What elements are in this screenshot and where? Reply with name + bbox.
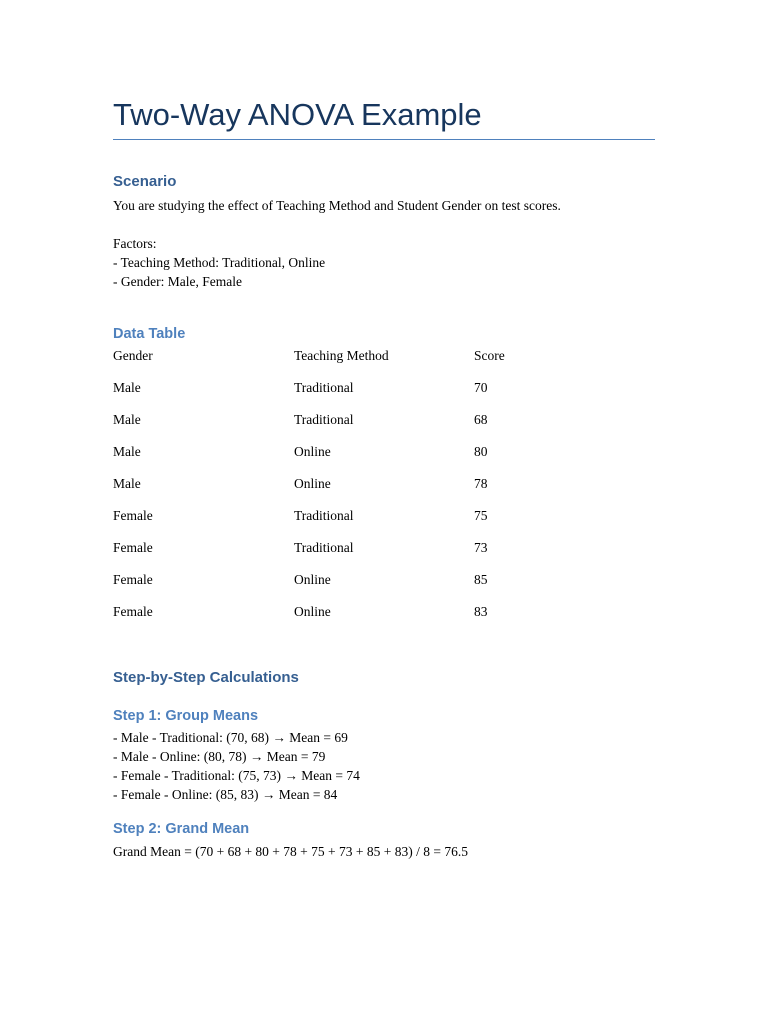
data-table (113, 346, 655, 634)
column-header-score: Score (474, 348, 505, 363)
scenario-heading: Scenario (113, 173, 177, 190)
group-means-block (113, 728, 360, 804)
factors-line: - Gender: Male, Female (113, 274, 242, 289)
table-row (113, 410, 655, 442)
grand-mean-text: Grand Mean = (70 + 68 + 80 + 78 + 75 + 73 + 85 + 83) / 8 = 76.5 (113, 844, 468, 859)
cell-teaching-method: Online (294, 572, 331, 587)
cell-teaching-method: Online (294, 444, 331, 459)
group-mean-line: - Male - Traditional: (70, 68) → Mean = 69 (113, 730, 348, 745)
data-table-heading: Data Table (113, 326, 186, 342)
factors-line: - Teaching Method: Traditional, Online (113, 255, 326, 270)
cell-gender: Female (113, 540, 153, 555)
scenario-description: You are studying the effect of Teaching Method and Student Gender on test scores. (113, 198, 561, 213)
cell-teaching-method: Traditional (294, 380, 354, 395)
title-underline (113, 139, 655, 140)
step1-heading: Step 1: Group Means (113, 708, 259, 724)
cell-teaching-method: Traditional (294, 412, 354, 427)
cell-score: 78 (474, 476, 488, 491)
cell-score: 83 (474, 604, 488, 619)
group-mean-line: - Male - Online: (80, 78) → Mean = 79 (113, 749, 326, 764)
cell-teaching-method: Traditional (294, 540, 354, 555)
column-header-gender: Gender (113, 348, 153, 363)
group-mean-line: - Female - Traditional: (75, 73) → Mean = 74 (113, 768, 360, 783)
table-row (113, 602, 655, 634)
step2-heading: Step 2: Grand Mean (113, 821, 250, 837)
cell-gender: Male (113, 476, 141, 491)
cell-score: 73 (474, 540, 488, 555)
cell-gender: Male (113, 380, 141, 395)
column-header-teaching-method: Teaching Method (294, 348, 389, 363)
cell-score: 85 (474, 572, 488, 587)
table-header-row (113, 346, 655, 378)
cell-gender: Male (113, 412, 141, 427)
cell-score: 68 (474, 412, 488, 427)
table-row (113, 378, 655, 410)
cell-score: 75 (474, 508, 488, 523)
table-row (113, 570, 655, 602)
cell-teaching-method: Traditional (294, 508, 354, 523)
table-row (113, 442, 655, 474)
cell-teaching-method: Online (294, 604, 331, 619)
calculations-heading: Step-by-Step Calculations (113, 669, 299, 686)
table-row (113, 506, 655, 538)
cell-score: 80 (474, 444, 488, 459)
table-row (113, 474, 655, 506)
cell-gender: Female (113, 572, 153, 587)
cell-gender: Female (113, 604, 153, 619)
factors-line: Factors: (113, 236, 157, 251)
cell-gender: Female (113, 508, 153, 523)
factors-block (113, 234, 325, 291)
cell-score: 70 (474, 380, 488, 395)
cell-gender: Male (113, 444, 141, 459)
group-mean-line: - Female - Online: (85, 83) → Mean = 84 (113, 787, 338, 802)
cell-teaching-method: Online (294, 476, 331, 491)
document-title: Two-Way ANOVA Example (113, 97, 482, 132)
table-row (113, 538, 655, 570)
